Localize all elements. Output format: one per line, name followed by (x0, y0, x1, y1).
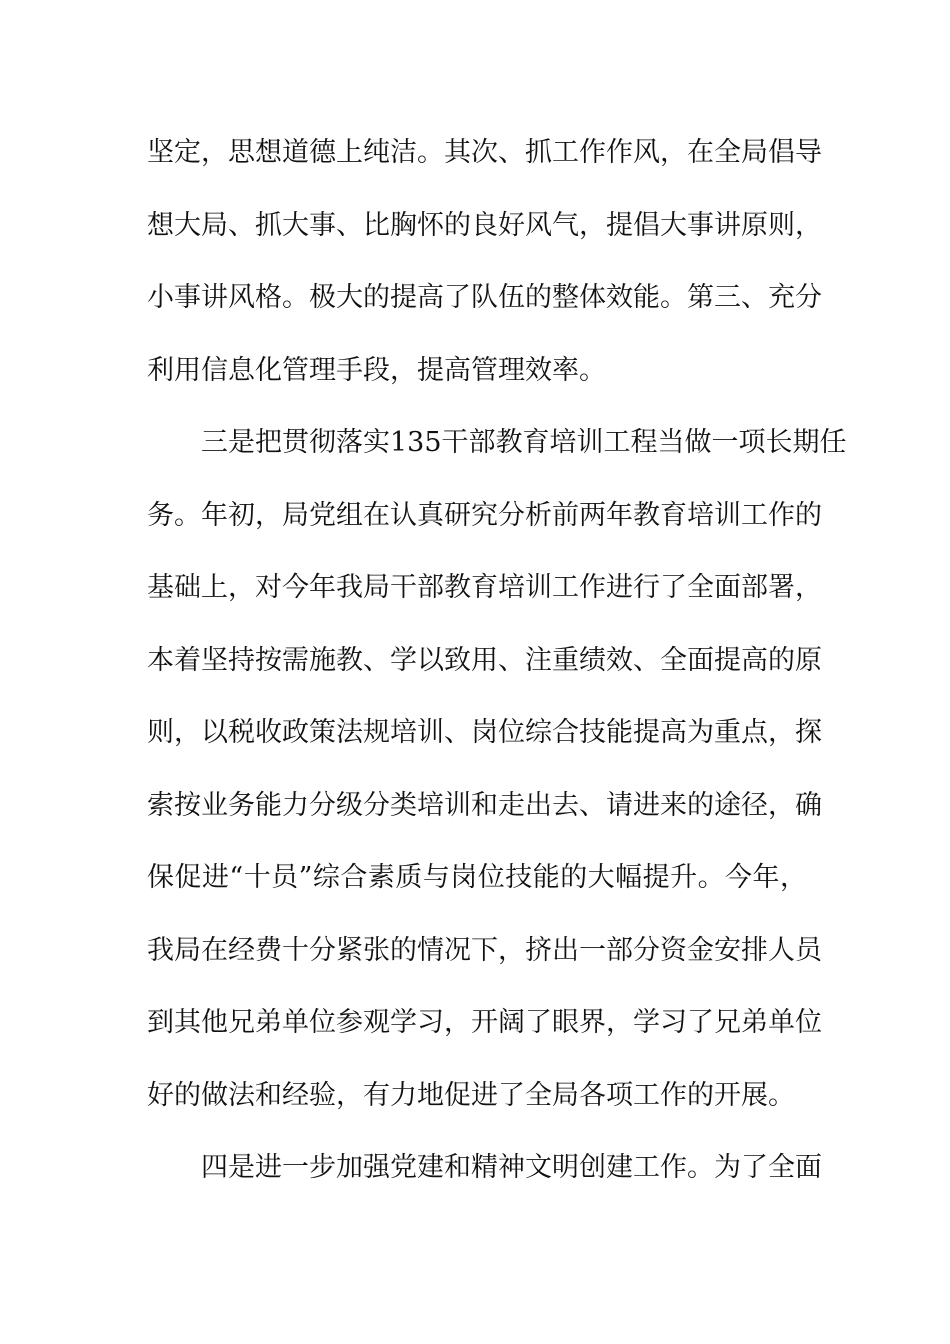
body-text (147, 125, 847, 1213)
text-line: 基础上，对今年我局干部教育培训工作进行了全面部署， (147, 572, 822, 603)
text-line: 则，以税收政策法规培训、岗位综合技能提高为重点，探 (147, 717, 822, 748)
text-line: 到其他兄弟单位参观学习，开阔了眼界，学习了兄弟单位 (147, 1007, 822, 1038)
text-line: 坚定，思想道德上纯洁。其次、抓工作作风，在全局倡导 (147, 137, 822, 168)
paragraph-start-line: 四是进一步加强党建和精神文明创建工作。为了全面 (201, 1152, 822, 1183)
text-line: 利用信息化管理手段，提高管理效率。 (147, 354, 606, 386)
text-line: 小事讲风格。极大的提高了队伍的整体效能。第三、充分 (147, 282, 822, 313)
text-line: 索按业务能力分级分类培训和走出去、请进来的途径，确 (147, 789, 822, 821)
text-line: 务。年初，局党组在认真研究分析前两年教育培训工作的 (147, 499, 822, 531)
text-line: 保促进“十员”综合素质与岗位技能的大幅提升。今年， (147, 862, 807, 893)
text-line: 本着坚持按需施教、学以致用、注重绩效、全面提高的原 (147, 644, 822, 676)
text-line: 好的做法和经验，有力地促进了全局各项工作的开展。 (147, 1079, 795, 1111)
text-line: 我局在经费十分紧张的情况下，挤出一部分资金安排人员 (147, 934, 822, 966)
paragraph-start-line: 三是把贯彻落实135干部教育培训工程当做一项长期任 (201, 427, 847, 458)
text-line: 想大局、抓大事、比胸怀的良好风气，提倡大事讲原则， (147, 209, 822, 241)
